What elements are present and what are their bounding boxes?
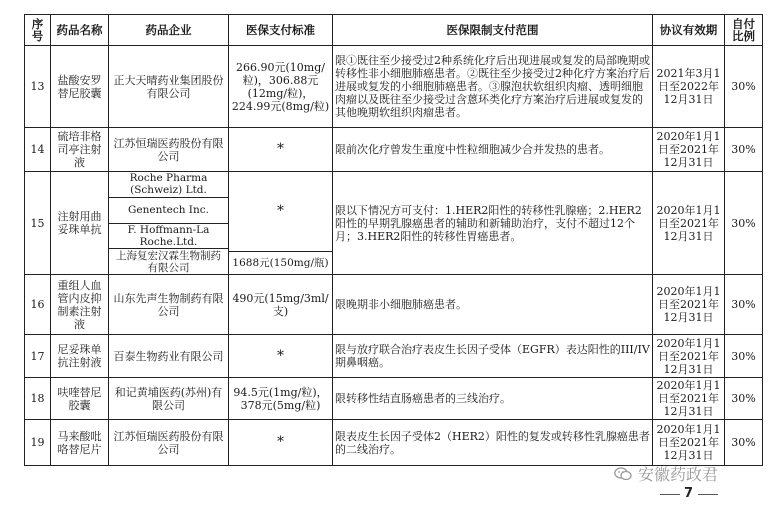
price: *: [229, 335, 333, 378]
self-pay: 30%: [725, 335, 763, 378]
row-no: 17: [25, 335, 51, 378]
row-no: 13: [25, 46, 51, 128]
enterprise: Genentech Inc.: [109, 198, 228, 224]
header-validity: 协议有效期: [653, 15, 725, 46]
table-row: [25, 46, 763, 128]
enterprise: 百泰生物药业有限公司: [109, 335, 229, 378]
page-dash-right: [698, 494, 718, 495]
page-number: 7: [684, 486, 694, 501]
scope: 限表皮生长因子受体2（HER2）阳性的复发或转移性乳腺癌患者的二线治疗。: [333, 420, 653, 466]
self-pay: 30%: [725, 46, 763, 128]
enterprise: 山东先声生物制药有限公司: [109, 275, 229, 335]
enterprise: Roche Pharma (Schweiz) Ltd.: [109, 172, 228, 198]
self-pay: 30%: [725, 172, 763, 275]
row-no: 19: [25, 420, 51, 466]
scope: 限转移性结直肠癌患者的三线治疗。: [333, 378, 653, 420]
validity: 2020年1月1日至2021年12月31日: [653, 378, 725, 420]
header-no: 序号: [25, 15, 51, 46]
table-row: [25, 420, 763, 466]
drug-name: 马来酸吡咯替尼片: [51, 420, 109, 466]
validity: 2020年1月1日至2021年12月31日: [653, 128, 725, 172]
price: 266.90元(10mg/粒)，306.88元(12mg/粒)，224.99元(8mg/粒): [229, 46, 333, 128]
validity: 2021年3月1日至2022年12月31日: [653, 46, 725, 128]
price: *: [229, 420, 333, 466]
price-cell: [229, 172, 333, 275]
table-row: [25, 128, 763, 172]
self-pay: 30%: [725, 128, 763, 172]
self-pay: 30%: [725, 275, 763, 335]
price: 490元(15mg/3ml/支): [229, 275, 333, 335]
row-no: 14: [25, 128, 51, 172]
table-row: [25, 335, 763, 378]
watermark: [614, 462, 718, 485]
validity: 2020年1月1日至2021年12月31日: [653, 335, 725, 378]
drug-name: 硫培非格司亭注射液: [51, 128, 109, 172]
validity: 2020年1月1日至2021年12月31日: [653, 172, 725, 275]
drug-name: 盐酸安罗替尼胶囊: [51, 46, 109, 128]
enterprise: 上海复宏汉霖生物制药有限公司: [116, 249, 221, 274]
table-row: [25, 275, 763, 335]
scope: 限晚期非小细胞肺癌患者。: [333, 275, 653, 335]
drug-name: 重组人血管内皮抑制素注射液: [51, 275, 109, 335]
header-scope: 医保限制支付范围: [333, 15, 653, 46]
drug-reimbursement-table: [24, 14, 763, 466]
page-dash-left: [660, 494, 680, 495]
watermark-text: 安徽药政君: [638, 465, 719, 484]
row-no: 15: [25, 172, 51, 275]
row-no: 18: [25, 378, 51, 420]
table-row: [25, 378, 763, 420]
wechat-icon: [614, 467, 632, 481]
header-name: 药品名称: [51, 15, 109, 46]
enterprise: 和记黄埔医药(苏州)有限公司: [109, 378, 229, 420]
table-row: [25, 172, 763, 275]
enterprise: 江苏恒瑞医药股份有限公司: [109, 128, 229, 172]
self-pay: 30%: [725, 378, 763, 420]
price: *: [277, 203, 284, 219]
validity: 2020年1月1日至2021年12月31日: [653, 275, 725, 335]
validity: 2020年1月1日至2021年12月31日: [653, 420, 725, 466]
price: 94.5元(1mg/粒)，378元(5mg/粒): [229, 378, 333, 420]
header-row: [25, 15, 763, 46]
scope: 限①既往至少接受过2种系统化疗后出现进展或复发的局部晚期或转移性非小细胞肺癌患者。②既往至少接受过2种化疗方案治疗后进展或复发的小细胞肺癌患者。③腺泡状软组织肉瘤、透明细胞肉瘤以及既往至少接受过含蒽环类化疗方案治疗后进展或复发的其他晚期软组织肉瘤患者。: [333, 46, 653, 128]
enterprise: 江苏恒瑞医药股份有限公司: [109, 420, 229, 466]
scope: 限与放疗联合治疗表皮生长因子受体（EGFR）表达阳性的III/IV期鼻咽癌。: [333, 335, 653, 378]
enterprise: 正大天晴药业集团股份有限公司: [109, 46, 229, 128]
scope: 限以下情况方可支付：1.HER2阳性的转移性乳腺癌；2.HER2阳性的早期乳腺癌患者的辅助和新辅助治疗，支付不超过12个月；3.HER2阳性的转移性胃癌患者。: [333, 172, 653, 275]
scope: 限前次化疗曾发生重度中性粒细胞减少合并发热的患者。: [333, 128, 653, 172]
header-self-pay: 自付比例: [725, 15, 763, 46]
enterprise-list: [109, 172, 229, 275]
drug-name: 注射用曲妥珠单抗: [51, 172, 109, 275]
header-price: 医保支付标准: [229, 15, 333, 46]
row-no: 16: [25, 275, 51, 335]
price-extra: 1688元(150mg/瓶): [229, 251, 332, 274]
drug-name: 呋喹替尼胶囊: [51, 378, 109, 420]
drug-name: 尼妥珠单抗注射液: [51, 335, 109, 378]
header-enterprise: 药品企业: [109, 15, 229, 46]
enterprise: F. Hoffmann-La Roche.Ltd.: [109, 224, 228, 250]
self-pay: 30%: [725, 420, 763, 466]
price: *: [229, 128, 333, 172]
